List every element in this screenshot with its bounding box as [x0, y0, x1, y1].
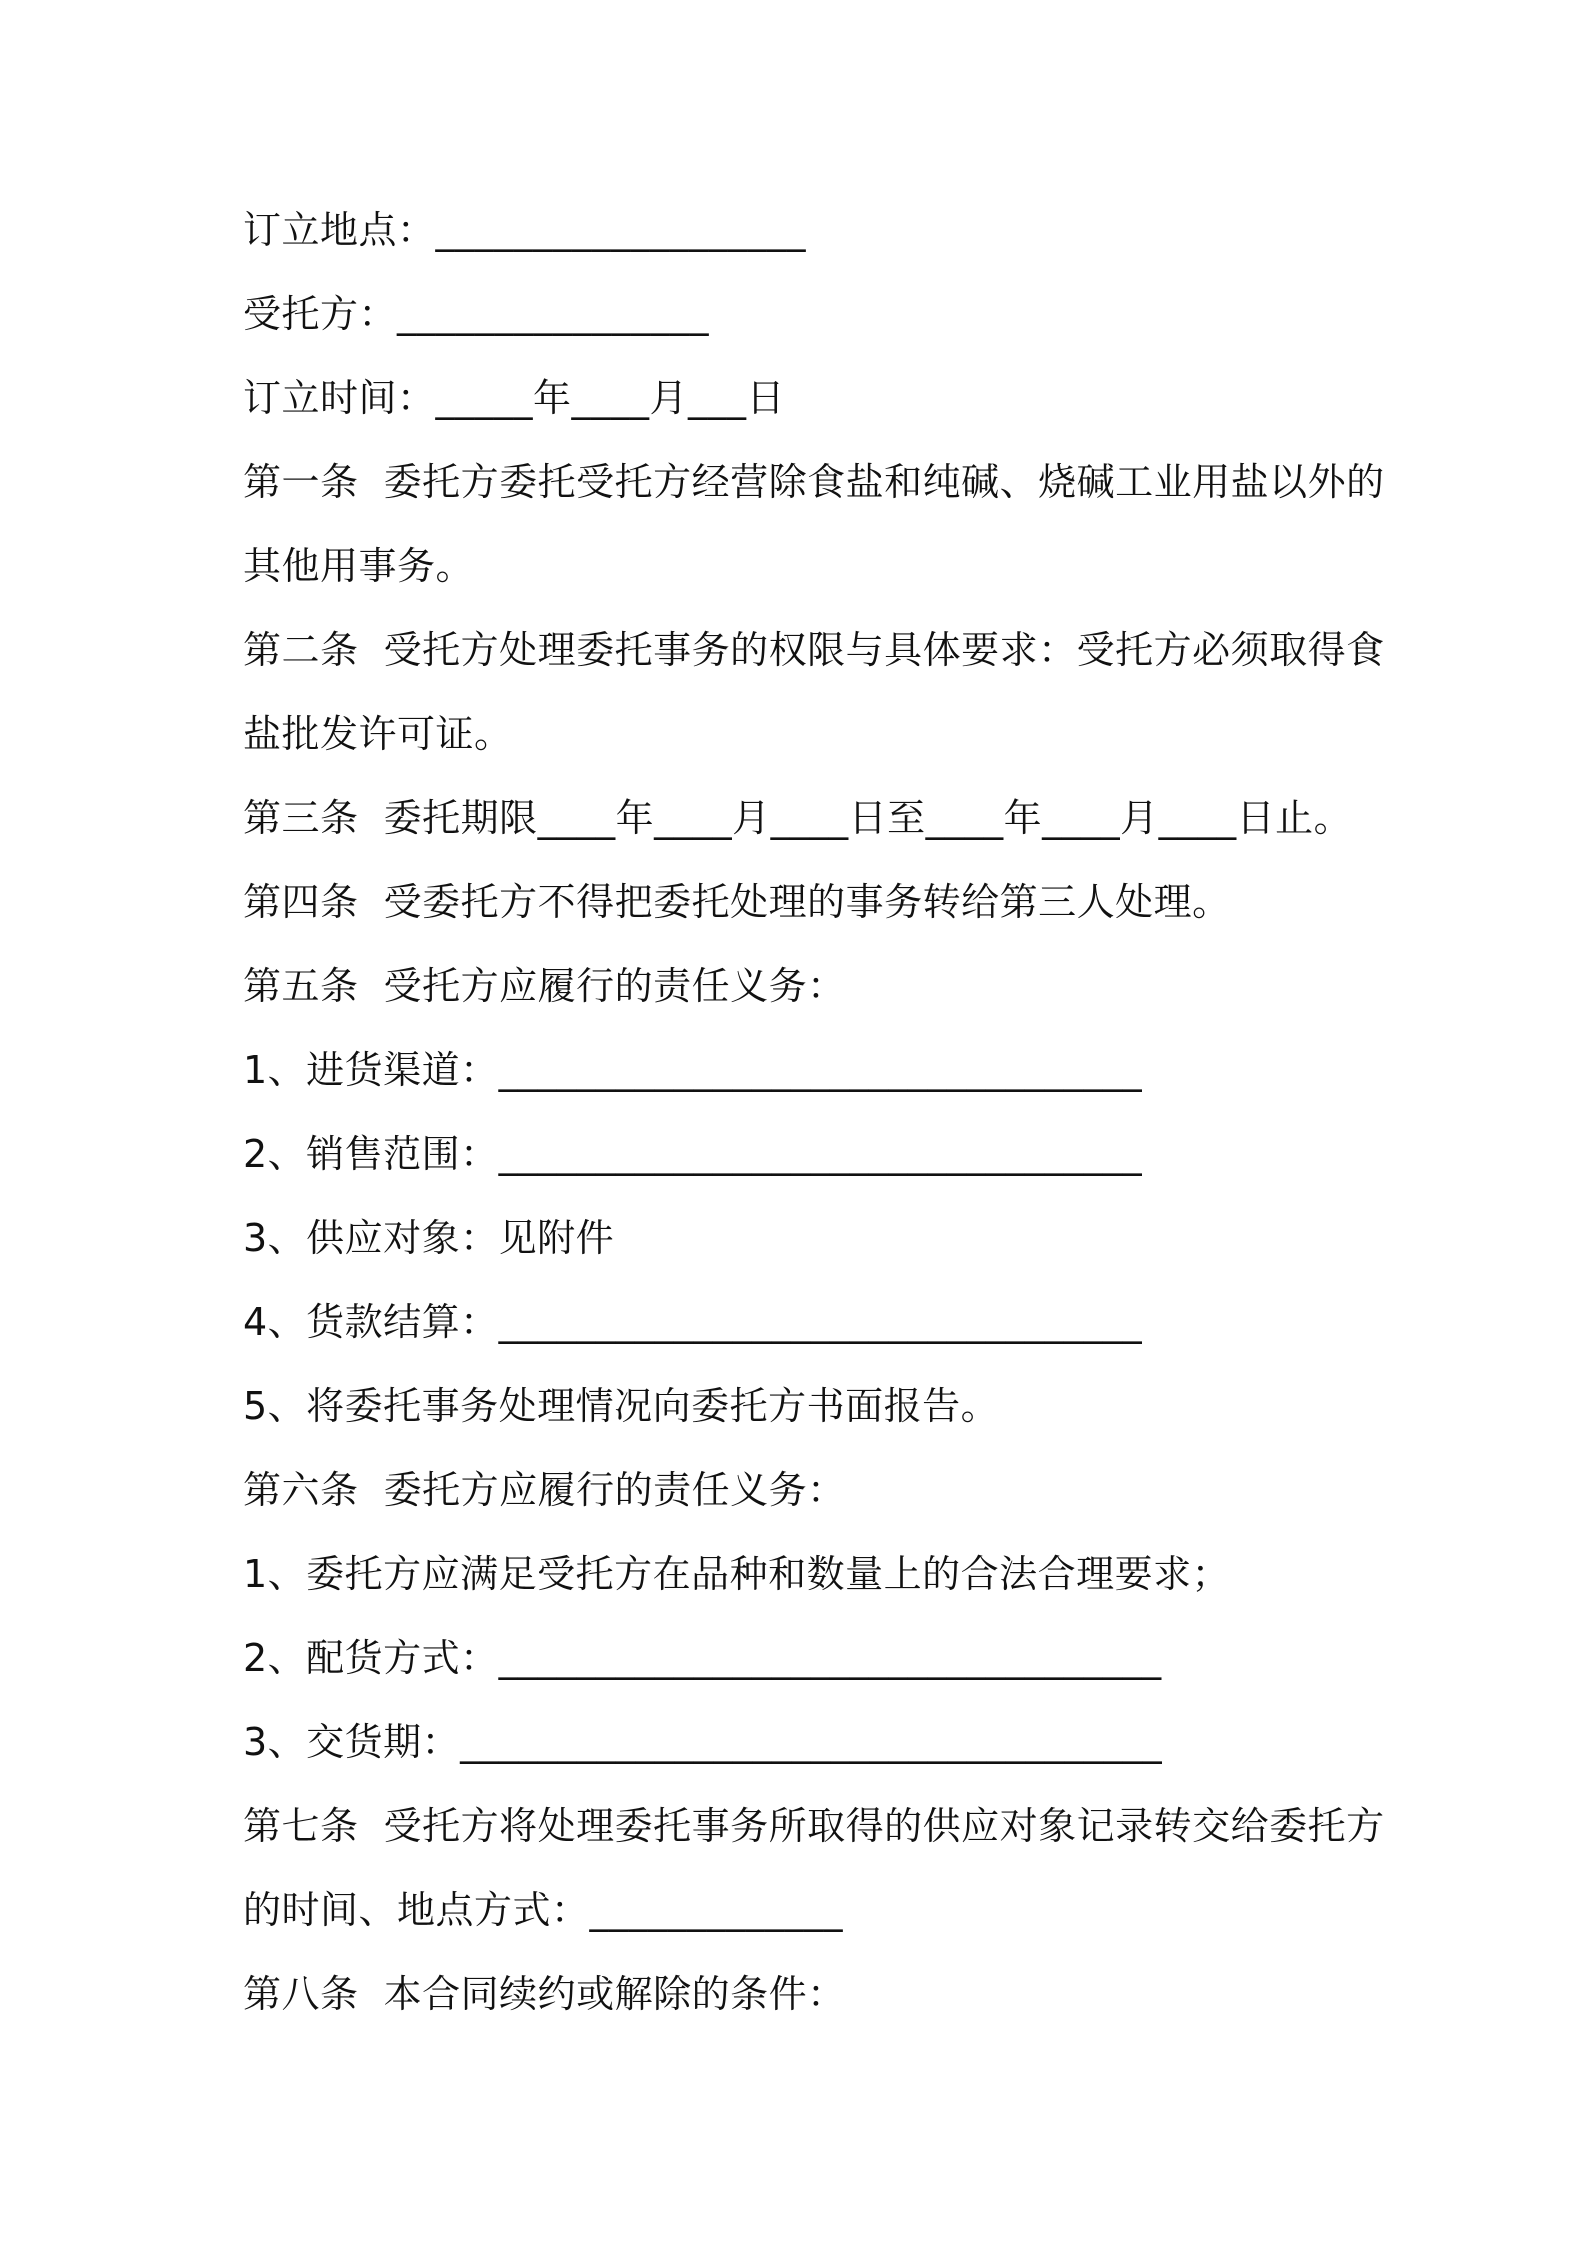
article-3-line: 第三条 委托期限____年____月____日至____年____月____日止。 — [243, 796, 1353, 840]
article-5-item-5: 5、将委托事务处理情况向委托方书面报告。 — [243, 1384, 1000, 1428]
article-7-line-1: 第七条 受托方将处理委托事务所取得的供应对象记录转交给委托方 — [243, 1804, 1385, 1848]
article-7-line-2: 的时间、地点方式：_____________ — [243, 1888, 844, 1932]
signing-place-line: 订立地点：___________________ — [243, 208, 807, 252]
document-body — [243, 196, 1385, 2044]
trustee-line: 受托方：________________ — [243, 292, 710, 336]
article-6-item-3: 3、交货期：____________________________________ — [243, 1720, 1163, 1764]
signing-date-line: 订立时间：_____年____月___日 — [243, 376, 786, 420]
article-2-line-1: 第二条 受托方处理委托事务的权限与具体要求：受托方必须取得食 — [243, 628, 1385, 672]
article-6-item-1: 1、委托方应满足受托方在品种和数量上的合法合理要求； — [243, 1552, 1231, 1596]
article-1-line-2: 其他用事务。 — [243, 544, 475, 588]
article-5-item-4: 4、货款结算：_________________________________ — [243, 1300, 1143, 1344]
article-5-item-2: 2、销售范围：_________________________________ — [243, 1132, 1143, 1176]
article-6-item-2: 2、配货方式：__________________________________ — [243, 1636, 1162, 1680]
article-5-item-3: 3、供应对象：见附件 — [243, 1216, 615, 1260]
article-4-line: 第四条 受委托方不得把委托处理的事务转给第三人处理。 — [243, 880, 1231, 924]
article-1-line-1: 第一条 委托方委托受托方经营除食盐和纯碱、烧碱工业用盐以外的 — [243, 460, 1385, 504]
article-8-line: 第八条 本合同续约或解除的条件： — [243, 1972, 846, 2016]
article-5-item-1: 1、进货渠道：_________________________________ — [243, 1048, 1143, 1092]
article-2-line-2: 盐批发许可证。 — [243, 712, 513, 756]
article-6-line: 第六条 委托方应履行的责任义务： — [243, 1468, 846, 1512]
article-5-line: 第五条 受托方应履行的责任义务： — [243, 964, 846, 1008]
